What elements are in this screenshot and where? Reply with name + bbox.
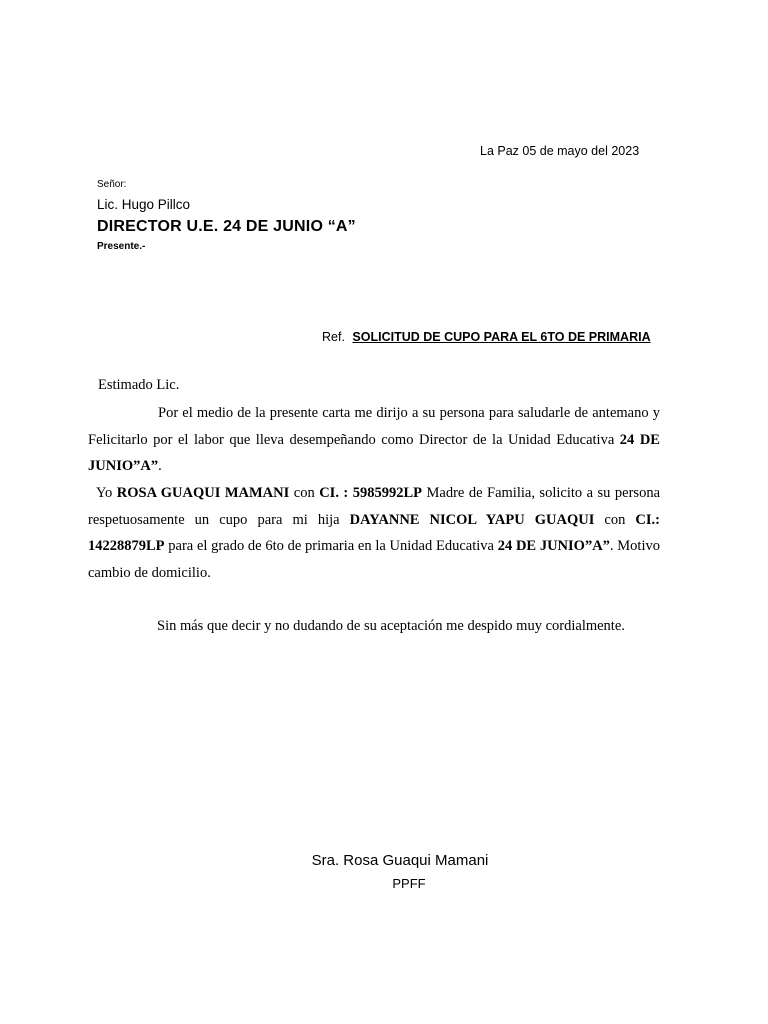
- request-text: Yo: [96, 485, 117, 501]
- parent-name: ROSA GUAQUI MAMANI: [116, 485, 290, 501]
- salutation: Señor:: [97, 179, 127, 190]
- child-ci: CI.: 14228879LP: [88, 511, 660, 554]
- school-name: 24 DE JUNIO”A”: [497, 538, 610, 554]
- recipient-title: DIRECTOR U.E. 24 DE JUNIO “A”: [97, 218, 356, 235]
- recipient-name: Lic. Hugo Pillco: [97, 197, 191, 212]
- presente-label: Presente.-: [97, 241, 146, 252]
- request-text: para el grado de 6to de primaria en la Unidad Educativa: [164, 538, 498, 554]
- reference-label: Ref.: [322, 330, 345, 344]
- intro-end: .: [158, 458, 162, 474]
- request-text: Madre de Familia, solicito a su persona respetuosamente un cupo para mi hija: [88, 485, 661, 528]
- paragraph-intro: [88, 400, 660, 480]
- reference-line: [322, 330, 651, 344]
- greeting: Estimado Lic.: [98, 377, 180, 393]
- signature-name: Sra. Rosa Guaqui Mamani: [311, 852, 489, 869]
- place-date: La Paz 05 de mayo del 2023: [480, 144, 640, 158]
- signature-role: PPFF: [392, 876, 426, 891]
- request-text: con: [594, 511, 636, 528]
- request-text: . Motivo cambio de domicilio.: [88, 538, 660, 581]
- request-text: con: [289, 485, 320, 501]
- reference-subject: SOLICITUD DE CUPO PARA EL 6TO DE PRIMARIA: [352, 330, 651, 344]
- parent-ci: CI. : 5985992LP: [319, 485, 423, 501]
- closing-paragraph: Sin más que decir y no dudando de su aceptación me despido muy cordialmente.: [157, 618, 625, 634]
- intro-text: Por el medio de la presente carta me dirijo a su persona para saludarle de antemano y Felicitarlo por el labor que lleva desempeñando como Director de la Unidad Educativa: [88, 405, 660, 448]
- school-name: 24 DE JUNIO”A”: [88, 431, 660, 474]
- paragraph-request: [88, 480, 660, 586]
- child-name: DAYANNE NICOL YAPU GUAQUI: [349, 511, 595, 528]
